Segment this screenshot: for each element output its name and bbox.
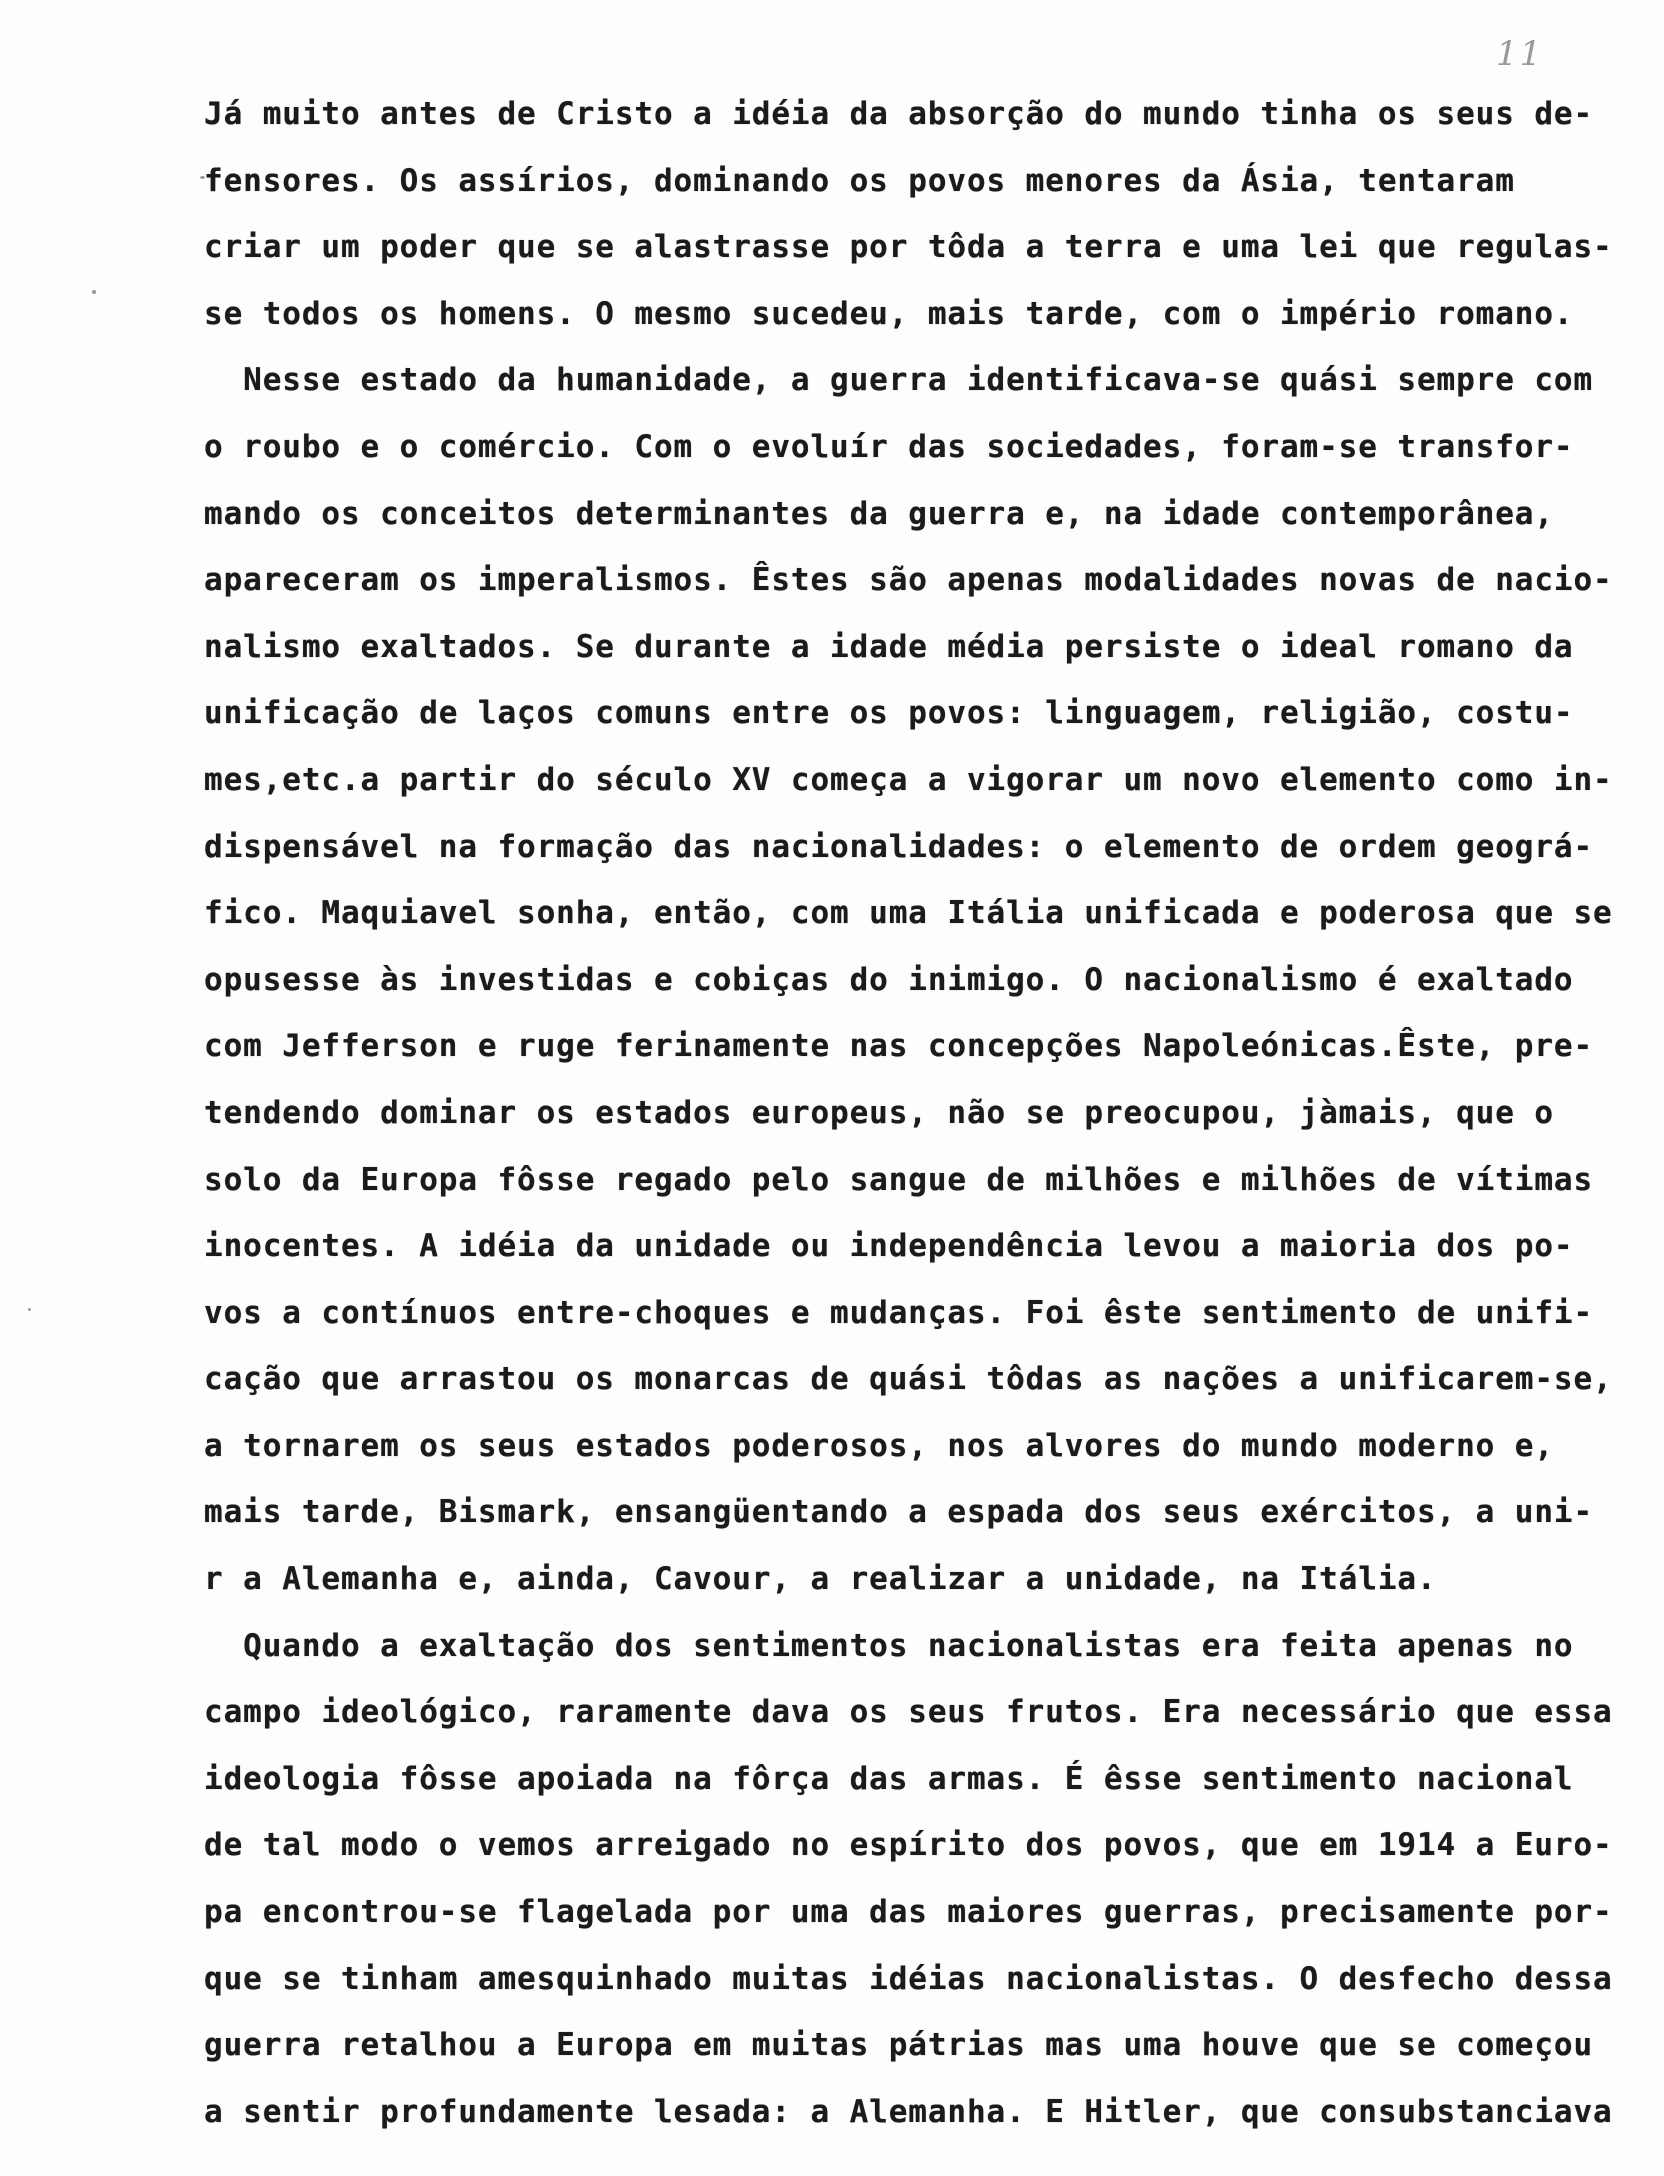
text-line: r a Alemanha e, ainda, Cavour, a realizar a unidade, na Itália. [204, 1561, 1437, 1598]
text-line: fico. Maquiavel sonha, então, com uma Itália unificada e poderosa que se [204, 895, 1613, 932]
text-line: Nesse estado da humanidade, a guerra identificava-se quási sempre com [204, 362, 1594, 399]
text-line: Quando a exaltação dos sentimentos nacionalistas era feita apenas no [204, 1627, 1574, 1664]
text-line: cação que arrastou os monarcas de quási tôdas as nações a unificarem-se, [204, 1361, 1613, 1398]
text-line: criar um poder que se alastrasse por tôda a terra e uma lei que regulas- [204, 229, 1613, 266]
text-line: mes,etc.a partir do século XV começa a vigorar um novo elemento como in- [204, 761, 1613, 798]
text-line: vos a contínuos entre-choques e mudanças. Foi êste sentimento de unifi- [204, 1294, 1594, 1331]
text-line: de tal modo o vemos arreigado no espírito dos povos, que em 1914 a Euro- [204, 1827, 1613, 1864]
text-line: fensores. Os assírios, dominando os povos menores da Ásia, tentaram [204, 162, 1515, 199]
margin-speck [28, 1308, 31, 1311]
text-line: Já muito antes de Cristo a idéia da absorção do mundo tinha os seus de- [204, 96, 1594, 132]
text-line: se todos os homens. O mesmo sucedeu, mais tarde, com o império romano. [204, 295, 1574, 332]
text-line: solo da Europa fôsse regado pelo sangue de milhões e milhões de vítimas [204, 1161, 1594, 1198]
text-line: ideologia fôsse apoiada na fôrça das armas. É êsse sentimento nacional [204, 1760, 1574, 1797]
text-line: opusesse às investidas e cobiças do inimigo. O nacionalismo é exaltado [204, 961, 1574, 998]
page-number: 11 [1496, 34, 1544, 74]
text-line: apareceram os imperalismos. Êstes são apenas modalidades novas de nacio- [204, 562, 1613, 599]
text-line: com Jefferson e ruge ferinamente nas concepções Napoleónicas.Êste, pre- [204, 1028, 1594, 1065]
text-line: a tornarem os seus estados poderosos, nos alvores do mundo moderno e, [204, 1427, 1554, 1464]
text-line: que se tinham amesquinhado muitas idéias nacionalistas. O desfecho dessa [204, 1960, 1613, 1997]
text-line: pa encontrou-se flagelada por uma das maiores guerras, precisamente por- [204, 1894, 1613, 1931]
text-line: mando os conceitos determinantes da guerra e, na idade contemporânea, [204, 495, 1554, 532]
text-line: inocentes. A idéia da unidade ou independência levou a maioria dos po- [204, 1228, 1574, 1265]
margin-speck [92, 290, 96, 294]
text-line: nalismo exaltados. Se durante a idade média persiste o ideal romano da [204, 628, 1574, 665]
text-line: tendendo dominar os estados europeus, não se preocupou, jàmais, que o [204, 1094, 1554, 1131]
text-line: campo ideológico, raramente dava os seus frutos. Era necessário que essa [204, 1694, 1613, 1731]
text-line: mais tarde, Bismark, ensangüentando a espada dos seus exércitos, a uni- [204, 1494, 1594, 1531]
text-line: a sentir profundamente lesada: a Alemanha. E Hitler, que consubstanciava [204, 2093, 1613, 2130]
text-line: o roubo e o comércio. Com o evoluír das sociedades, foram-se transfor- [204, 428, 1574, 465]
text-line: guerra retalhou a Europa em muitas pátrias mas uma houve que se começou [204, 2027, 1594, 2064]
text-line: unificação de laços comuns entre os povos: linguagem, religião, costu- [204, 695, 1574, 732]
text-line: dispensável na formação das nacionalidades: o elemento de ordem geográ- [204, 828, 1594, 865]
body-text [204, 92, 1644, 2156]
